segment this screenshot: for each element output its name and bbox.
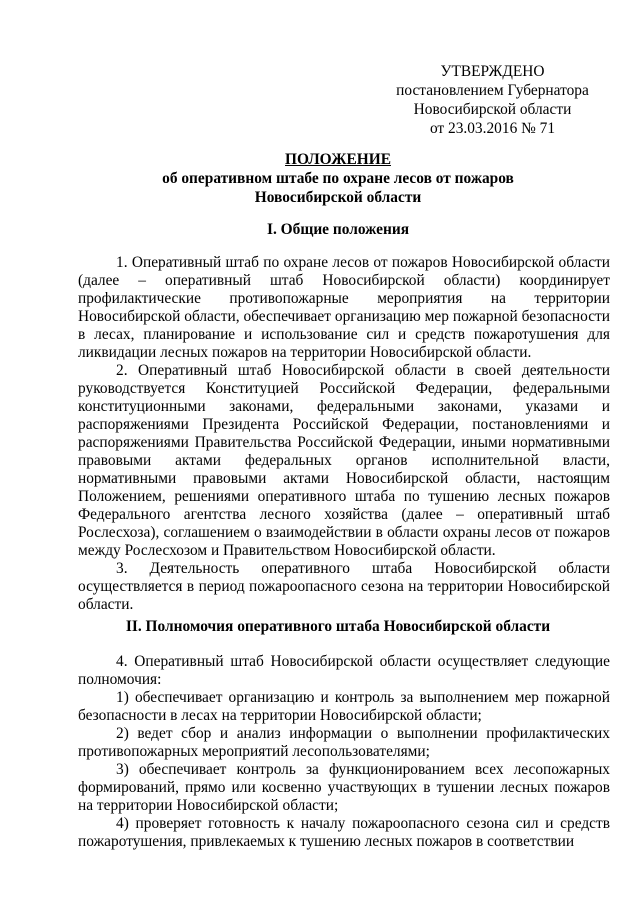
title-subtitle: Новосибирской области [254,189,422,206]
approval-date: от 23.03.2016 № 71 [429,120,556,137]
section-general-body [78,254,610,614]
list-item: 4) проверяет готовность к началу пожароопасного сезона сил и средств пожаротушения, привлекаемых к тушению лесных пожаров в соответствии [78,815,610,850]
section-heading-powers: II. Полномочия оперативного штаба Новосибирской области [125,618,551,635]
approval-heading: УТВЕРЖДЕНО [440,63,545,80]
list-item: 1) обеспечивает организацию и контроль за выполнением мер пожарной безопасности в лесах на территории Новосибирской области; [78,689,610,724]
approval-stamp [385,62,600,138]
list-item: 2) ведет сбор и анализ информации о выполнении профилактических противопожарных мероприятий лесопользователями; [78,725,610,760]
list-item: 3) обеспечивает контроль за функционированием всех лесопожарных формирований, прямо или косвенно участвующих в тушении лесных пожаров на территории Новосибирской области; [78,761,610,814]
section-heading-general: I. Общие положения [266,221,410,238]
document-title [78,150,598,207]
paragraph: 3. Деятельность оперативного штаба Новосибирской области осуществляется в период пожароопасного сезона на территории Новосибирской области. [78,560,610,613]
title-main: ПОЛОЖЕНИЕ [285,151,391,168]
paragraph: 4. Оперативный штаб Новосибирской области осуществляет следующие полномочия: [78,653,610,688]
section-powers-body [78,653,610,851]
paragraph: 1. Оперативный штаб по охране лесов от пожаров Новосибирской области (далее – оперативный штаб Новосибирской области) координирует профилактические противопожарные мероприятия на территории Новосибирской области, обеспечивает организацию мер пожарной безопасности в лесах, планирование и использование сил и средств пожаротушения для ликвидации лесных пожаров на территории Новосибирской области. [78,254,610,361]
approval-line: Новосибирской области [413,101,572,118]
title-subtitle: об оперативном штабе по охране лесов от пожаров [162,170,514,187]
paragraph: 2. Оперативный штаб Новосибирской области в своей деятельности руководствуется Конституцией Российской Федерации, федеральными конституционными законами, федеральными законами, указами и распоряжениями Президента Российской Федерации, постановлениями и распоряжениями Правительства Российской Федерации, иными нормативными правовыми актами федеральных органов исполнительной власти, нормативными правовыми актами Новосибирской области, настоящим Положением, решениями оперативного штаба по тушению лесных пожаров Федерального агентства лесного хозяйства (далее – оперативный штаб Рослесхоза), соглашением о взаимодействии в области охраны лесов от пожаров между Рослесхозом и Правительством Новосибирской области. [78,362,610,559]
approval-line: постановлением Губернатора [396,82,589,99]
